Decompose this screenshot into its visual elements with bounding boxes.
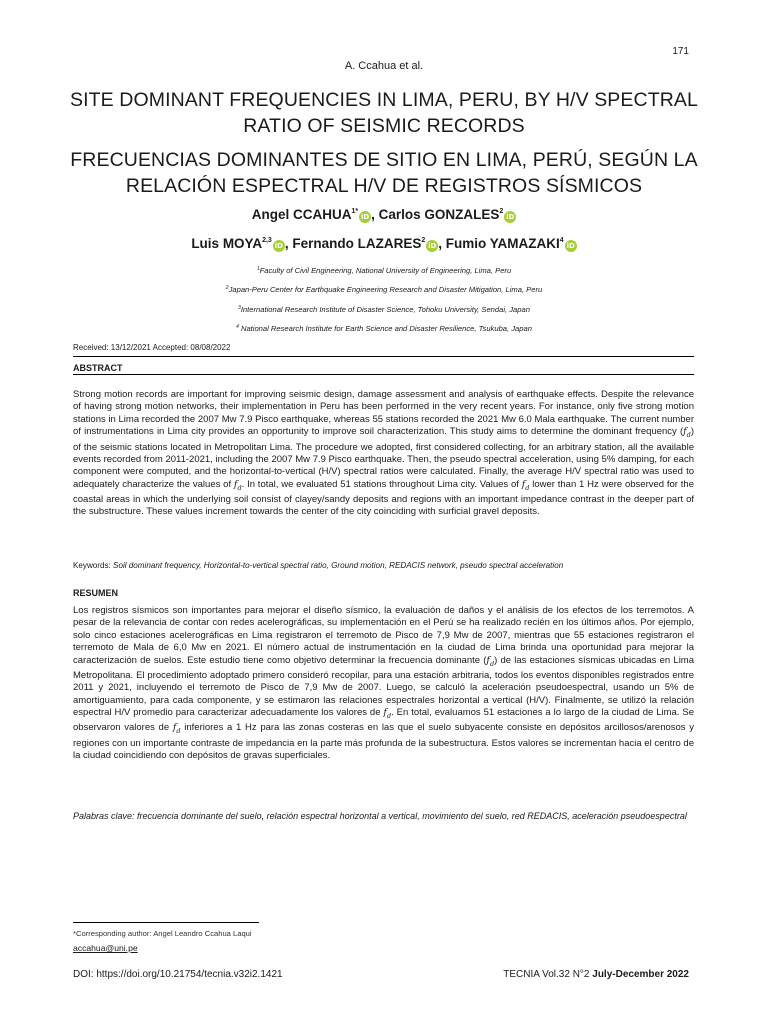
keywords-label: Keywords: (73, 561, 114, 570)
resumen-text: Los registros sísmicos son importantes para mejorar el diseño sísmico, la evaluación de daños y el análisis de los efectos de los terremotos. A pesar de la relevancia de contar con redes acelerográficas, su implementación en el Perú se ha realizado recién en los últimos años. Por ejemplo, solo cinco estaciones acelerográficas en Lima registraron el terremoto de Pisco de 7,9 Mw de 2007, mientras que 55 estaciones registraron el terremoto de Mala de 6,0 Mw en 2021. El número actual de instrumentación en la ciudad de Lima brinda una oportunidad para mejorar la caracterización de suelos. Este estudio tiene como objetivo determinar la frecuencia dominante ( (73, 605, 694, 666)
title-english-line-1: SITE DOMINANT FREQUENCIES IN LIMA, PERU, BY H/V SPECTRAL (70, 89, 698, 111)
affiliation-4 (0, 324, 768, 333)
orcid-icon[interactable]: iD (428, 242, 437, 250)
divider (73, 356, 694, 357)
affiliation-text: International Research Institute of Disaster Science, Tohoku University, Sendai, Japan (240, 305, 530, 314)
author-name: Carlos GONZALES (378, 207, 500, 222)
abstract-body (73, 389, 694, 519)
orcid-icon[interactable]: iD (274, 242, 283, 250)
title-spanish-line-1: FRECUENCIAS DOMINANTES DE SITIO EN LIMA, PERÚ, SEGÚN LA (70, 149, 698, 171)
orcid-icon[interactable]: iD (506, 213, 515, 221)
abstract-text: lower than 1 Hz were observed for the coastal areas in which the underlying soil consist of clayey/sandy deposits and regions with an important impedance contrast in the deeper part of the substructure. These values increment towards the center of the city coinciding with surficial gravel deposits. (73, 478, 694, 518)
abstract-text: ) of the seismic stations located in Metropolitan Lima. The procedure we adopted, first considered collecting, for an arbitrary station, all the available events recorded from 2011-2021, including the 2007 Mw 7.9 Pisco earthquake. Then, the pseudo spectral acceleration, using 5% damping, for each component were computed, and the horizontal-to-vertical (H/V) spectral ratios were calculated. Finally, the average H/V spectral ratio was used to adequately characterize the values of (73, 426, 694, 490)
email-link[interactable]: accahua@uni.pe (73, 943, 138, 953)
keywords (73, 561, 694, 570)
orcid-icon[interactable]: iD (566, 242, 575, 250)
orcid-icon[interactable]: iD (360, 213, 370, 221)
resumen-text: ) de las estaciones sísmicas ubicadas en Lima Metropolitana. El procedimiento adoptado primero consideró recopilar, para una estación arbitraria, todos los eventos disponibles registrados entre 2011 y 2021, incluyendo el terremoto de Pisco de 7,9 Mw de 2007. Luego, se calculó la aceleración pseudoespectral, usando un 5% de amortiguamiento, para cada componente, y se estimaron las relaciones espectrales horizontal a vertical (H/V). Finalmente, se utilizó la relación espectral H/V promedio para caracterizar adecuadamente los valores de (73, 654, 694, 719)
doi-link[interactable]: DOI: https://doi.org/10.21754/tecnia.v32i2.1421 (73, 969, 283, 980)
corresponding-author-note: *Corresponding author: Angel Leandro Ccahua Laqui (73, 929, 252, 938)
palabras-clave: Palabras clave: frecuencia dominante del suelo, relación espectral horizontal a vertical, movimiento del suelo, red REDACIS, aceleración pseudoespectral (73, 811, 687, 821)
affiliation-text: Japan-Peru Center for Earthquake Engineering Research and Disaster Mitigation, Lima, Peru (228, 285, 543, 294)
resumen-text: . En total, evaluamos 51 estaciones a lo largo de la ciudad de Lima. Se observaron valores de (73, 707, 694, 734)
affiliation-mark: 2 (225, 285, 229, 291)
math-symbol: $f_d$ (383, 707, 392, 721)
abstract-text: Strong motion records are important for improving seismic design, damage assessment and analysis of earthquake effects. Despite the relevance of having strong motion networks, their implementation in Peru has been performed in the very recent years. For instance, only five strong motion stations in Lima recorded the 2007 Mw 7.9 Pisco earthquake, whereas 55 stations recorded the 2021 Mw 6.0 Mala earthquake. The current number of instrumentations in Lima city provides an opportunity to improve soil characterization. This study aims to determine the dominant frequency ( (73, 389, 694, 438)
affiliation-mark: 4 (236, 324, 239, 330)
affiliation-1 (0, 266, 768, 275)
resumen-body (73, 605, 694, 763)
affiliation-2 (0, 285, 768, 294)
title-english (60, 87, 708, 139)
title-spanish-line-2: RELACIÓN ESPECTRAL H/V DE REGISTROS SÍSMICOS (125, 175, 643, 197)
author-line-1: Angel $CCAHUA^{1*}iD$ , Carlos GONZALES$^2$iD (251, 207, 515, 222)
footnote-divider (73, 922, 259, 923)
divider (73, 374, 694, 375)
journal-info (503, 969, 689, 980)
author-name: Angel CCAHUA (251, 207, 352, 222)
title-spanish (60, 147, 708, 199)
author-affiliation-mark: 4 (559, 237, 564, 244)
keywords-text: Soil dominant frequency, Horizontal-to-vertical spectral ratio, Ground motion, REDACIS network, pseudo spectral acceleration (113, 561, 564, 570)
affiliation-text: Faculty of Civil Engineering, National University of Engineering, Lima, Peru (259, 266, 512, 275)
author-affiliation-mark: 1* (351, 208, 359, 215)
running-head: A. Ccahua et al. (344, 60, 424, 72)
abstract-text: . In total, we evaluated 51 stations throughout Lima city. Values of (241, 478, 522, 490)
affiliation-3 (0, 305, 768, 314)
author-name: Luis MOYA (191, 236, 263, 251)
author-affiliation-mark: 2,3 (262, 237, 272, 244)
affiliation-text: National Research Institute for Earth Science and Disaster Resilience, Tsukuba, Japan (238, 324, 532, 333)
affiliation-mark: 1 (256, 266, 260, 272)
author-affiliation-mark: 2 (499, 208, 504, 215)
math-symbol: $f_d$ (486, 654, 495, 668)
math-symbol: $f_d$ (172, 722, 181, 736)
math-symbol: $f_d$ (683, 426, 691, 440)
math-symbol: $f_d$ (233, 478, 242, 492)
journal-volume: TECNIA Vol.32 N°2 (503, 969, 593, 980)
received-accepted-dates: Received: 13/12/2021 Accepted: 08/08/2022 (73, 343, 231, 352)
resumen-heading: RESUMEN (73, 588, 119, 598)
title-english-line-2: RATIO OF SEISMIC RECORDS (243, 115, 525, 137)
affiliation-mark: 3 (238, 305, 241, 311)
page-number: 171 (672, 46, 689, 57)
author-affiliation-mark: 2 (421, 237, 426, 244)
author-line-2: Luis MOYA$^{2,3}$iD , Fernando LAZARES$^2$iD , Fumio YAMAZAKI$^4$iD (191, 236, 575, 251)
math-symbol: $f_d$ (521, 478, 530, 492)
journal-period: July-December 2022 (592, 969, 689, 980)
resumen-text: inferiores a 1 Hz para las zonas costeras en las que el suelo subyacente consiste en depósitos arcillosos/arenosos y regiones con un importante contraste de impedancia en la parte más profunda de la subestructura. Estos valores se incrementan hacia el centro de la ciudad coincidiendo con depósitos de gravas superficiales. (73, 722, 695, 762)
author-name: Fumio YAMAZAKI (445, 236, 560, 251)
abstract-heading: ABSTRACT (73, 363, 123, 373)
author-name: Fernando LAZARES (292, 236, 422, 251)
